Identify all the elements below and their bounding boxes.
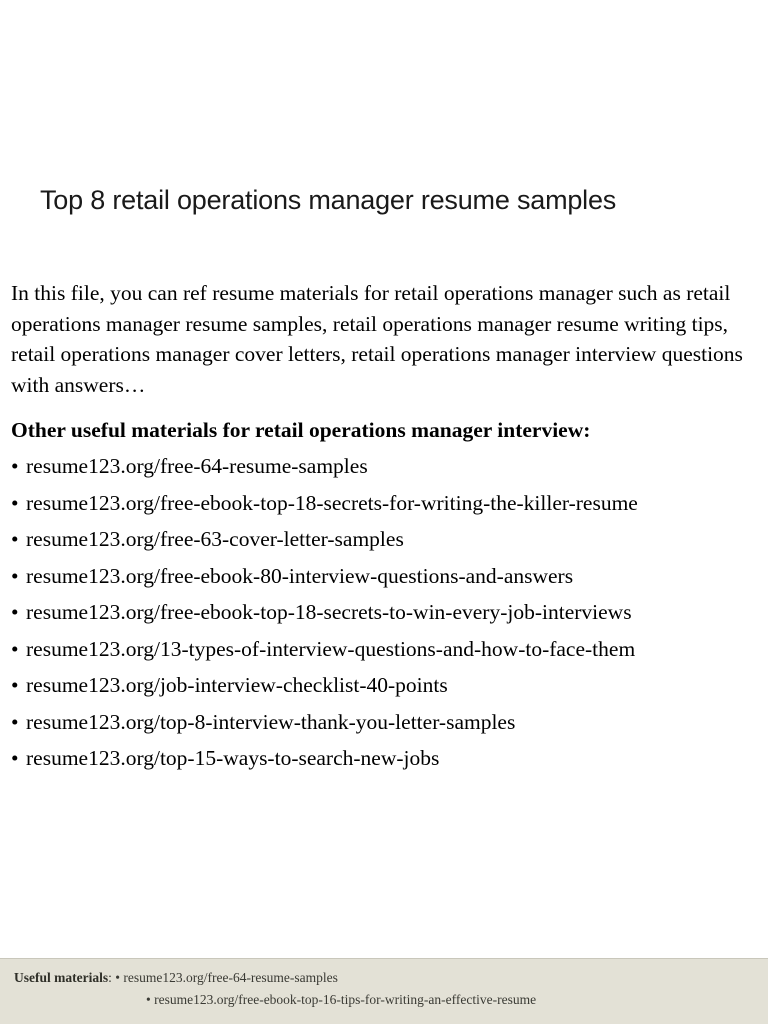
resource-link-list: [11, 448, 759, 777]
section-subheading: Other useful materials for retail operations manager interview:: [11, 418, 591, 442]
bullet-icon: •: [11, 636, 19, 661]
page-title: Top 8 retail operations manager resume samples: [40, 185, 617, 216]
footer-line-2: [0, 989, 768, 1011]
list-item[interactable]: [11, 667, 759, 704]
footer-label: Useful materials: [14, 970, 109, 985]
bullet-icon: •: [11, 746, 19, 770]
list-item[interactable]: [11, 448, 759, 485]
footer-separator: :: [108, 970, 112, 985]
bullet-icon: •: [11, 563, 19, 588]
intro-paragraph: In this file, you can ref resume materials for retail operations manager such as retail operations manager resume samples, retail operations manager resume writing tips, retail operations manager cover letters, retail operations manager interview questions with answers…: [11, 281, 743, 397]
list-item-label: resume123.org/job-interview-checklist-40-points: [26, 673, 448, 697]
footer-link-1[interactable]: resume123.org/free-64-resume-samples: [123, 970, 338, 985]
page-footer: [0, 958, 768, 1024]
list-item[interactable]: [11, 704, 759, 741]
list-item-label: resume123.org/free-63-cover-letter-samples: [26, 527, 404, 551]
bullet-icon: •: [11, 490, 19, 515]
list-item-label: resume123.org/free-ebook-80-interview-questions-and-answers: [26, 563, 574, 588]
list-item[interactable]: [11, 558, 759, 595]
bullet-icon: •: [11, 673, 19, 697]
bullet-icon: •: [11, 454, 19, 478]
list-item[interactable]: [11, 594, 759, 631]
list-item[interactable]: [11, 631, 759, 668]
list-item[interactable]: [11, 521, 759, 558]
list-item-label: resume123.org/top-15-ways-to-search-new-jobs: [26, 746, 440, 770]
list-item-label: resume123.org/free-64-resume-samples: [26, 454, 368, 478]
bullet-icon: •: [115, 970, 120, 985]
list-item-label: resume123.org/top-8-interview-thank-you-letter-samples: [26, 709, 516, 734]
bullet-icon: •: [146, 992, 151, 1007]
list-item-label: resume123.org/free-ebook-top-18-secrets-to-win-every-job-interviews: [26, 600, 632, 624]
list-item-label: resume123.org/13-types-of-interview-questions-and-how-to-face-them: [26, 636, 636, 661]
list-item-label: resume123.org/free-ebook-top-18-secrets-for-writing-the-killer-resume: [26, 490, 638, 515]
footer-link-2[interactable]: resume123.org/free-ebook-top-16-tips-for-writing-an-effective-resume: [154, 992, 537, 1007]
bullet-icon: •: [11, 527, 19, 551]
bullet-icon: •: [11, 709, 19, 734]
footer-line-1: [0, 967, 768, 989]
slide-body: [11, 278, 759, 777]
list-item[interactable]: [11, 485, 759, 522]
bullet-icon: •: [11, 600, 19, 624]
list-item[interactable]: [11, 740, 759, 777]
